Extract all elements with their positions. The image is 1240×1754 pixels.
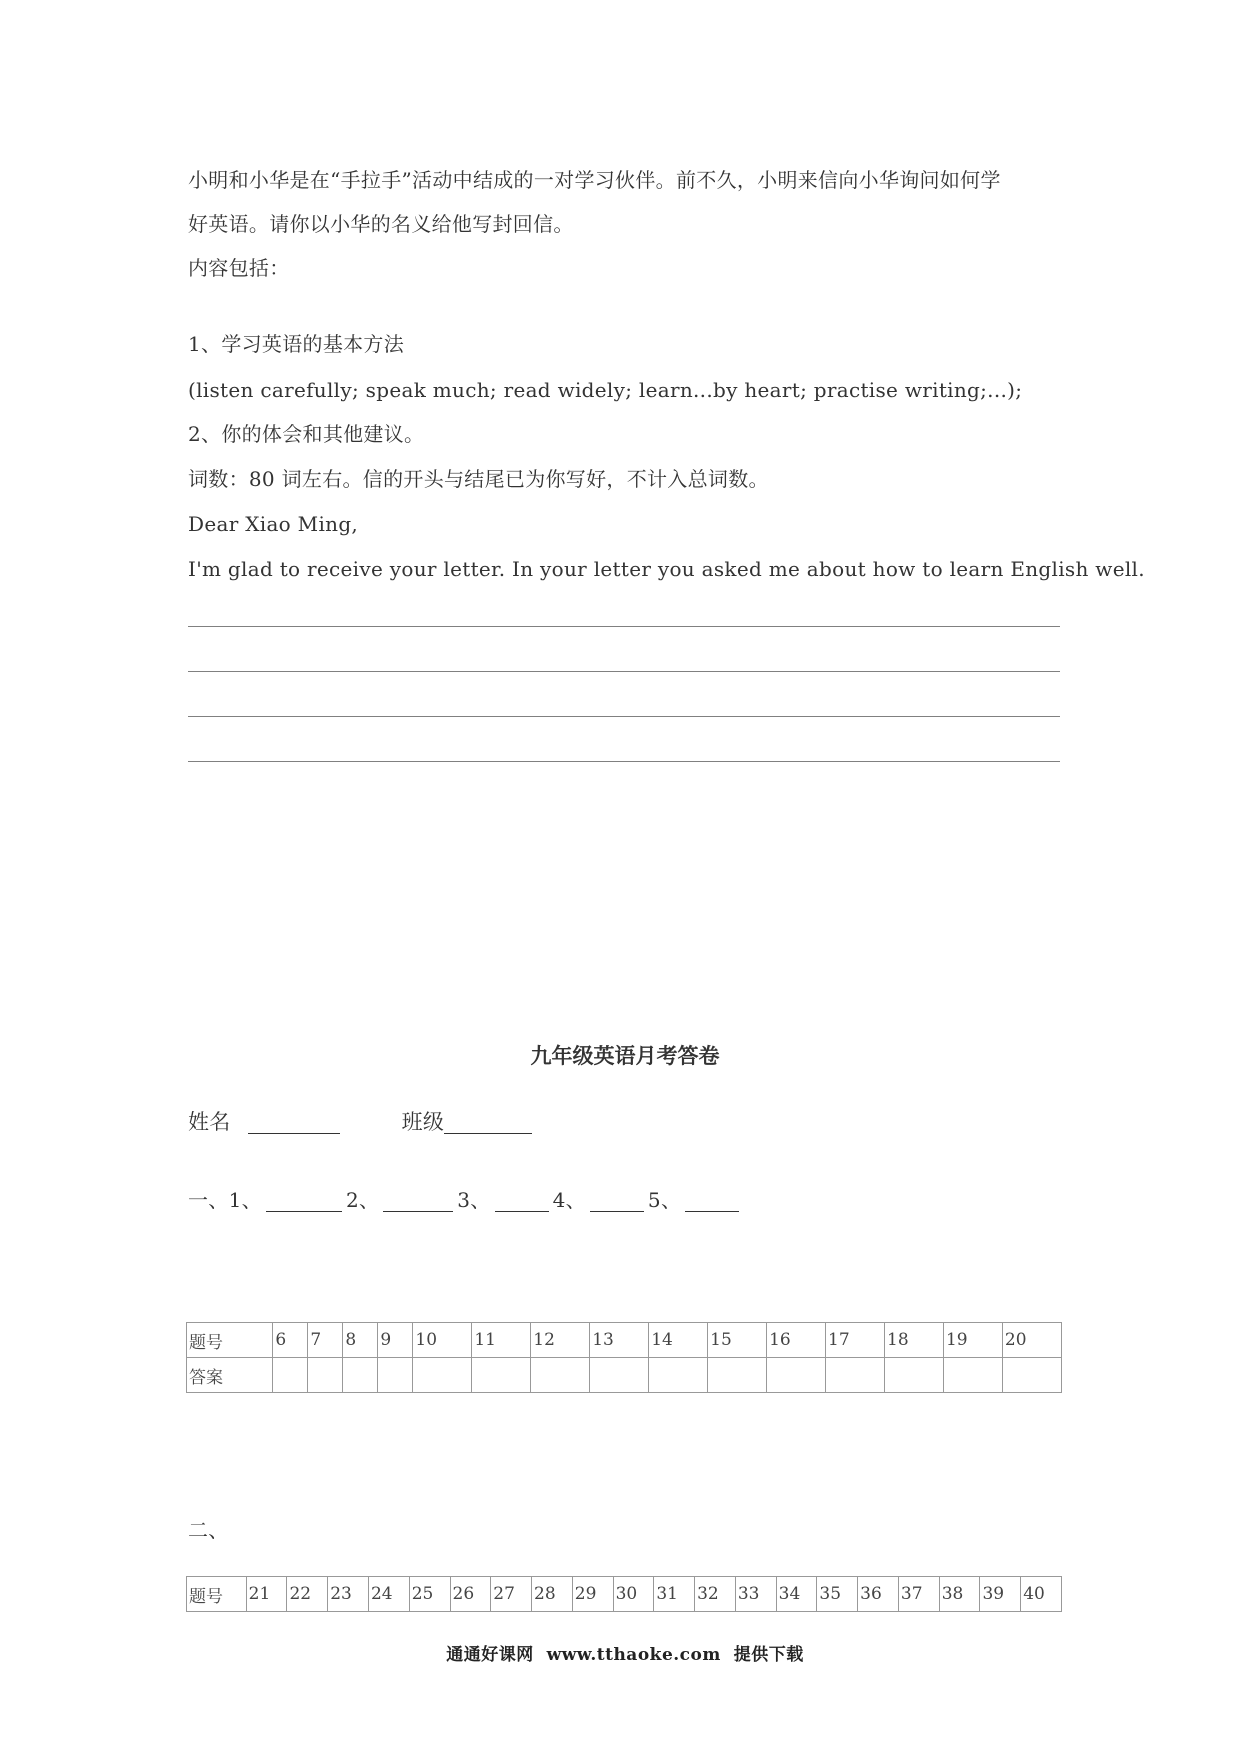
question-number-cell: 32: [695, 1577, 736, 1612]
question-number-cell: 39: [980, 1577, 1021, 1612]
answer-blank[interactable]: [383, 1189, 453, 1212]
question-number-cell: 22: [287, 1577, 328, 1612]
question-number-cell: 28: [532, 1577, 573, 1612]
question-number-cell: 35: [817, 1577, 858, 1612]
essay-prompt-line2: 好英语。请你以小华的名义给他写封回信。: [188, 212, 574, 236]
writing-line[interactable]: [188, 716, 1060, 717]
answer-cell[interactable]: [413, 1358, 472, 1393]
answer-blank[interactable]: [685, 1189, 739, 1212]
question-number-cell: 21: [246, 1577, 287, 1612]
answer-cell[interactable]: [826, 1358, 885, 1393]
section1-item: 1、: [228, 1188, 262, 1212]
question-number-cell: 26: [450, 1577, 491, 1612]
letter-opening: I'm glad to receive your letter. In your letter you asked me about how to learn English well.: [188, 557, 1145, 581]
essay-prompt-line1: 小明和小华是在“手拉手”活动中结成的一对学习伙伴。前不久，小明来信向小华询问如何学: [188, 168, 1001, 192]
question-number-cell: 8: [343, 1323, 378, 1358]
table2-header-label: 题号: [187, 1577, 247, 1612]
answer-cell[interactable]: [531, 1358, 590, 1393]
essay-word-count: 词数：80 词左右。信的开头与结尾已为你写好，不计入总词数。: [188, 467, 769, 491]
question-number-cell: 29: [572, 1577, 613, 1612]
question-number-cell: 13: [590, 1323, 649, 1358]
question-number-cell: 31: [654, 1577, 695, 1612]
section1-row: [188, 1188, 743, 1212]
answer-table-2: [186, 1576, 1062, 1612]
table1-answer-label: 答案: [187, 1358, 273, 1393]
section2-label: 二、: [188, 1518, 229, 1542]
question-number-cell: 30: [613, 1577, 654, 1612]
question-number-cell: 9: [378, 1323, 413, 1358]
answer-sheet-title: 九年级英语月考答卷: [530, 1043, 720, 1068]
writing-line[interactable]: [188, 626, 1060, 627]
question-number-cell: 27: [491, 1577, 532, 1612]
answer-cell[interactable]: [308, 1358, 343, 1393]
footer-watermark: 通通好课网 www.tthaoke.com 提供下载: [446, 1645, 804, 1665]
answer-cell[interactable]: [472, 1358, 531, 1393]
question-number-cell: 20: [1002, 1323, 1061, 1358]
answer-cell[interactable]: [767, 1358, 826, 1393]
name-label: 姓名: [188, 1110, 231, 1134]
question-number-cell: 34: [776, 1577, 817, 1612]
writing-line[interactable]: [188, 761, 1060, 762]
question-number-cell: 17: [826, 1323, 885, 1358]
question-number-cell: 33: [735, 1577, 776, 1612]
answer-cell[interactable]: [1002, 1358, 1061, 1393]
answer-blank[interactable]: [495, 1189, 549, 1212]
question-number-cell: 25: [409, 1577, 450, 1612]
question-number-cell: 16: [767, 1323, 826, 1358]
question-number-cell: 11: [472, 1323, 531, 1358]
question-number-cell: 24: [368, 1577, 409, 1612]
writing-line[interactable]: [188, 671, 1060, 672]
question-number-cell: 14: [649, 1323, 708, 1358]
class-label: 班级: [401, 1110, 445, 1134]
question-number-cell: 38: [939, 1577, 980, 1612]
section1-item: 4、: [552, 1188, 586, 1212]
question-number-cell: 37: [898, 1577, 939, 1612]
question-number-cell: 40: [1021, 1577, 1062, 1612]
question-number-cell: 36: [858, 1577, 899, 1612]
answer-cell[interactable]: [378, 1358, 413, 1393]
letter-greeting: Dear Xiao Ming,: [188, 512, 359, 536]
essay-content-label: 内容包括：: [188, 256, 290, 280]
name-blank[interactable]: [248, 1111, 340, 1134]
question-number-cell: 18: [885, 1323, 944, 1358]
answer-cell[interactable]: [273, 1358, 308, 1393]
essay-point2: 2、你的体会和其他建议。: [188, 422, 425, 446]
answer-cell[interactable]: [590, 1358, 649, 1393]
table1-header-label: 题号: [187, 1323, 273, 1358]
answer-cell[interactable]: [708, 1358, 767, 1393]
section1-label: 一、: [188, 1188, 229, 1212]
essay-point1-hint: (listen carefully; speak much; read widely; learn...by heart; practise writing;...);: [188, 378, 1023, 402]
question-number-cell: 7: [308, 1323, 343, 1358]
answer-cell[interactable]: [943, 1358, 1002, 1393]
section1-item: 2、: [345, 1188, 380, 1212]
question-number-cell: 15: [708, 1323, 767, 1358]
question-number-cell: 10: [413, 1323, 472, 1358]
question-number-cell: 23: [328, 1577, 369, 1612]
answer-cell[interactable]: [885, 1358, 944, 1393]
section1-item: 3、: [457, 1188, 491, 1212]
question-number-cell: 19: [943, 1323, 1002, 1358]
class-blank[interactable]: [444, 1111, 532, 1134]
section1-item: 5、: [647, 1188, 682, 1212]
question-number-cell: 12: [531, 1323, 590, 1358]
answer-table-1: [186, 1322, 1062, 1393]
question-number-cell: 6: [273, 1323, 308, 1358]
student-info-row: [188, 1110, 536, 1134]
essay-point1: 1、学习英语的基本方法: [188, 332, 405, 356]
answer-cell[interactable]: [649, 1358, 708, 1393]
answer-blank[interactable]: [266, 1189, 342, 1212]
answer-blank[interactable]: [590, 1189, 644, 1212]
answer-cell[interactable]: [343, 1358, 378, 1393]
